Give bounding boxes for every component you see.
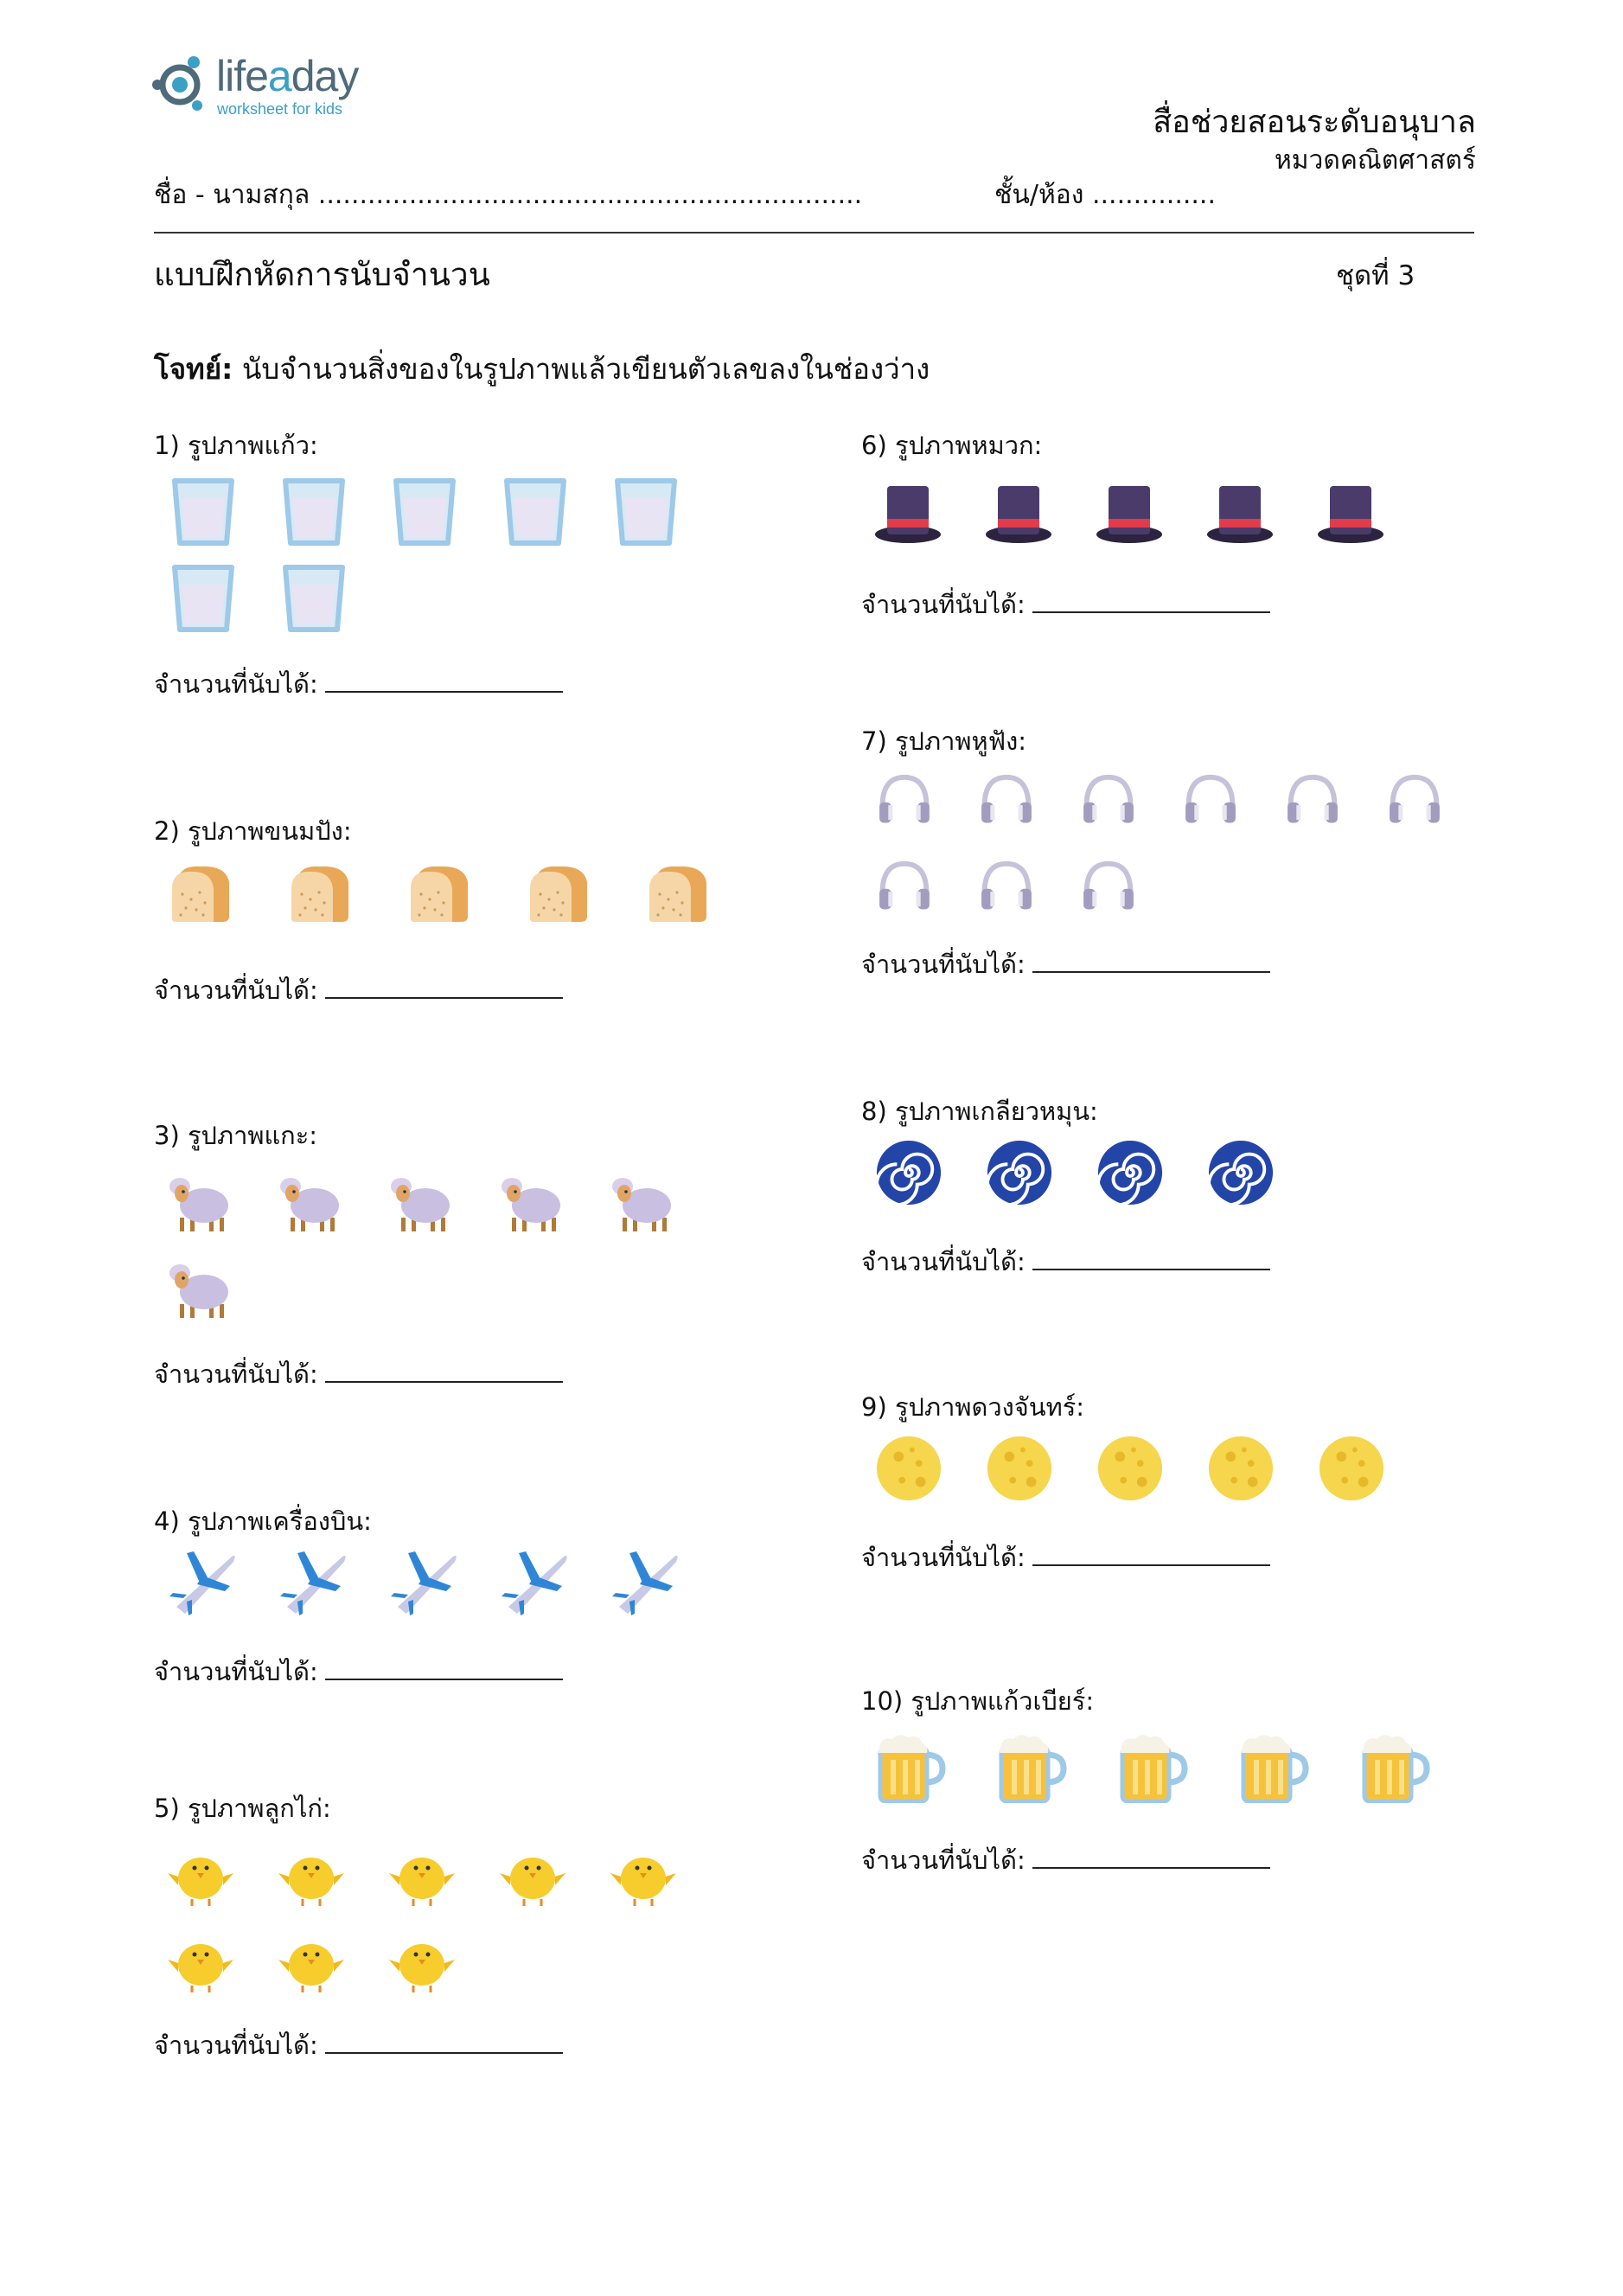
question-10-images bbox=[875, 1724, 1480, 1811]
headphones-icon bbox=[1181, 766, 1240, 835]
instruction-label: โจทย์: bbox=[154, 352, 233, 386]
question-2-images bbox=[168, 851, 764, 937]
answer-blank[interactable] bbox=[1032, 1246, 1270, 1270]
glass-icon bbox=[282, 477, 346, 547]
airplane-icon bbox=[278, 1546, 348, 1615]
logo-tagline: worksheet for kids bbox=[217, 100, 343, 118]
answer-blank[interactable] bbox=[1032, 1542, 1270, 1566]
question-3-title: 3) รูปภาพแกะ: bbox=[154, 1121, 318, 1150]
question-4-answer[interactable]: จำนวนที่นับได้: bbox=[154, 1652, 563, 1692]
headphones-icon bbox=[1283, 766, 1342, 835]
question-6-title: 6) รูปภาพหมวก: bbox=[861, 431, 1043, 460]
beer-mug-icon bbox=[875, 1732, 946, 1803]
top-hat-icon bbox=[1204, 481, 1276, 547]
top-hat-icon bbox=[982, 481, 1055, 547]
chick-icon bbox=[387, 1839, 457, 1908]
question-8-title: 8) รูปภาพเกลียวหมุน: bbox=[861, 1097, 1098, 1126]
header-subject: หมวดคณิตศาสตร์ bbox=[1274, 145, 1476, 176]
chick-icon bbox=[609, 1839, 678, 1908]
logo-mark-icon bbox=[149, 50, 218, 119]
beer-mug-icon bbox=[1359, 1732, 1430, 1803]
spiral-icon bbox=[875, 1139, 942, 1206]
answer-blank[interactable] bbox=[325, 668, 563, 693]
question-7-title: 7) รูปภาพหูฟัง: bbox=[861, 726, 1027, 756]
question-8-images bbox=[875, 1129, 1318, 1216]
headphones-icon bbox=[875, 853, 934, 922]
chick-icon bbox=[498, 1839, 567, 1908]
question-4-title: 4) รูปภาพเครื่องบิน: bbox=[154, 1506, 372, 1536]
question-9-answer[interactable]: จำนวนที่นับได้: bbox=[861, 1538, 1270, 1577]
beer-mug-icon bbox=[1238, 1732, 1309, 1803]
airplane-icon bbox=[610, 1546, 680, 1615]
question-6-answer[interactable]: จำนวนที่นับได้: bbox=[861, 585, 1270, 624]
bread-icon bbox=[406, 860, 477, 929]
answer-blank[interactable] bbox=[325, 1656, 563, 1680]
logo-wordmark: lifeaday bbox=[216, 52, 359, 100]
spiral-icon bbox=[986, 1139, 1053, 1206]
name-field[interactable]: ชื่อ - นามสกุล .................................................................. bbox=[154, 180, 863, 210]
question-1-answer[interactable]: จำนวนที่นับได้: bbox=[154, 664, 563, 704]
top-hat-icon bbox=[872, 481, 944, 547]
moon-icon bbox=[1207, 1435, 1275, 1502]
class-field[interactable]: ชั้น/ห้อง ............... bbox=[994, 180, 1216, 210]
sheep-icon bbox=[164, 1254, 233, 1323]
question-5-images bbox=[166, 1830, 719, 2003]
headphones-icon bbox=[875, 766, 934, 835]
question-7-answer[interactable]: จำนวนที่นับได้: bbox=[861, 944, 1270, 984]
chick-icon bbox=[277, 1925, 346, 1994]
question-9-title: 9) รูปภาพดวงจันทร์: bbox=[861, 1392, 1085, 1422]
header-category: สื่อช่วยสอนระดับอนุบาล bbox=[1153, 105, 1476, 140]
worksheet-set-number: ชุดที่ 3 bbox=[1336, 260, 1415, 291]
headphones-icon bbox=[977, 853, 1036, 922]
chick-icon bbox=[166, 1839, 235, 1908]
question-8-answer[interactable]: จำนวนที่นับได้: bbox=[861, 1242, 1270, 1282]
headphones-icon bbox=[977, 766, 1036, 835]
question-10-answer[interactable]: จำนวนที่นับได้: bbox=[861, 1840, 1270, 1880]
answer-blank[interactable] bbox=[1032, 589, 1270, 613]
instruction-text: นับจำนวนสิ่งของในรูปภาพแล้วเขียนตัวเลขลงในช่องว่าง bbox=[233, 352, 930, 386]
question-2-title: 2) รูปภาพขนมปัง: bbox=[154, 816, 352, 846]
headphones-icon bbox=[1385, 766, 1444, 835]
answer-blank[interactable] bbox=[325, 2030, 563, 2054]
moon-icon bbox=[875, 1435, 942, 1502]
answer-blank[interactable] bbox=[1032, 1845, 1270, 1869]
glass-icon bbox=[171, 477, 235, 547]
glass-icon bbox=[282, 564, 346, 633]
glass-icon bbox=[503, 477, 567, 547]
answer-blank[interactable] bbox=[325, 1359, 563, 1383]
question-5-title: 5) รูปภาพลูกไก่: bbox=[154, 1794, 331, 1823]
moon-icon bbox=[1096, 1435, 1164, 1502]
chick-icon bbox=[277, 1839, 346, 1908]
beer-mug-icon bbox=[1117, 1732, 1188, 1803]
question-9-images bbox=[875, 1425, 1428, 1512]
question-3-images bbox=[164, 1159, 718, 1332]
bread-icon bbox=[526, 860, 597, 929]
sheep-icon bbox=[496, 1167, 565, 1237]
spiral-icon bbox=[1096, 1139, 1164, 1206]
instruction bbox=[154, 346, 930, 392]
divider bbox=[154, 232, 1474, 233]
chick-icon bbox=[387, 1925, 457, 1994]
question-7-images bbox=[875, 758, 1487, 931]
airplane-icon bbox=[389, 1546, 458, 1615]
question-5-answer[interactable]: จำนวนที่นับได้: bbox=[154, 2025, 563, 2065]
question-10-title: 10) รูปภาพแก้วเบียร์: bbox=[861, 1686, 1095, 1716]
top-hat-icon bbox=[1314, 481, 1387, 547]
question-4-images bbox=[168, 1538, 721, 1624]
chick-icon bbox=[166, 1925, 235, 1994]
glass-icon bbox=[393, 477, 457, 547]
top-hat-icon bbox=[1093, 481, 1166, 547]
bread-icon bbox=[645, 860, 716, 929]
bread-icon bbox=[168, 860, 239, 929]
airplane-icon bbox=[500, 1546, 569, 1615]
question-6-images bbox=[872, 470, 1425, 557]
headphones-icon bbox=[1079, 766, 1138, 835]
sheep-icon bbox=[386, 1167, 455, 1237]
question-2-answer[interactable]: จำนวนที่นับได้: bbox=[154, 970, 563, 1010]
question-3-answer[interactable]: จำนวนที่นับได้: bbox=[154, 1354, 563, 1394]
answer-blank[interactable] bbox=[325, 975, 563, 999]
answer-blank[interactable] bbox=[1032, 949, 1270, 973]
question-1-images bbox=[171, 469, 725, 642]
airplane-icon bbox=[168, 1546, 237, 1615]
question-1-title: 1) รูปภาพแก้ว: bbox=[154, 431, 318, 460]
sheep-icon bbox=[164, 1167, 233, 1237]
moon-icon bbox=[986, 1435, 1053, 1502]
worksheet-title: แบบฝึกหัดการนับจำนวน bbox=[154, 256, 490, 293]
moon-icon bbox=[1318, 1435, 1385, 1502]
headphones-icon bbox=[1079, 853, 1138, 922]
sheep-icon bbox=[607, 1167, 676, 1237]
bread-icon bbox=[287, 860, 358, 929]
spiral-icon bbox=[1207, 1139, 1275, 1206]
sheep-icon bbox=[275, 1167, 344, 1237]
glass-icon bbox=[171, 564, 235, 633]
glass-icon bbox=[614, 477, 678, 547]
beer-mug-icon bbox=[996, 1732, 1067, 1803]
